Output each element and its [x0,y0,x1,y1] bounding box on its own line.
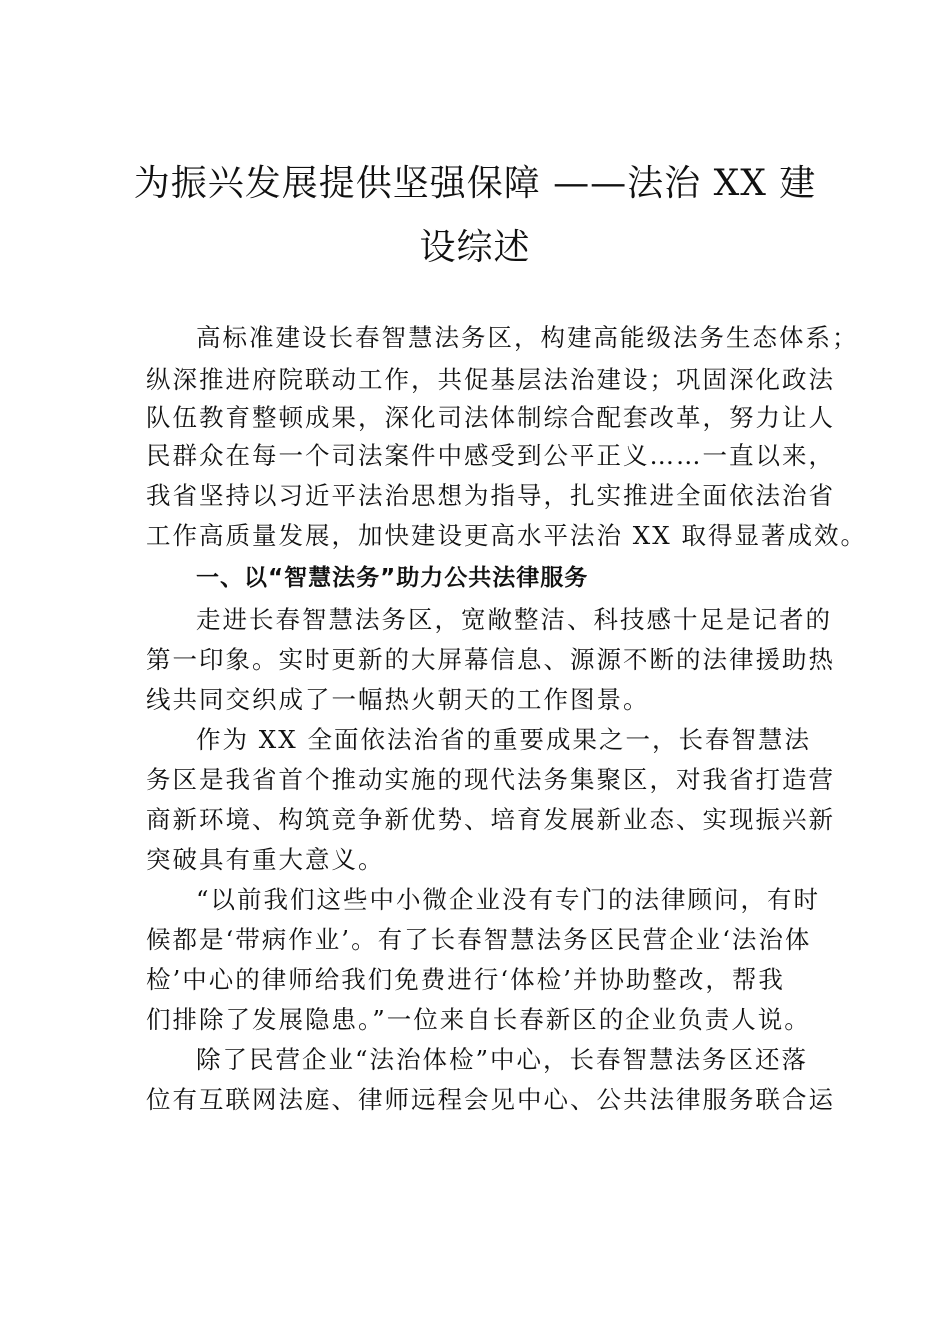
text-line: 除了民营企业“法治体检”中心，长春智慧法务区还落 [196,1045,809,1074]
text-line: 走进长春智慧法务区，宽敞整洁、科技感十足是记者的 [196,605,832,634]
text-line: 第一印象。实时更新的大屏幕信息、源源不断的法律援助热 [146,645,835,674]
document-title-line-1: 为振兴发展提供坚强保障 ——法治 XX 建 [133,163,817,204]
text-line: 务区是我省首个推动实施的现代法务集聚区，对我省打造营 [146,765,835,794]
text-line: 纵深推进府院联动工作，共促基层法治建设；巩固深化政法 [146,365,835,394]
text-line: 工作高质量发展，加快建设更高水平法治 XX 取得显著成效。 [146,521,867,550]
text-line: 民群众在每一个司法案件中感受到公平正义……一直以来， [146,441,835,470]
text-line: 突破具有重大意义。 [146,845,385,874]
text-line: 商新环境、构筑竞争新优势、培育发展新业态、实现振兴新 [146,805,835,834]
text-line: 高标准建设长春智慧法务区，构建高能级法务生态体系； [196,323,859,352]
text-line: 们排除了发展隐患。”一位来自长春新区的企业负责人说。 [146,1005,811,1034]
document-title-line-2: 设综述 [419,227,531,268]
text-line: “以前我们这些中小微企业没有专门的法律顾问，有时 [196,885,821,914]
text-line: 作为 XX 全面依法治省的重要成果之一，长春智慧法 [196,725,811,754]
text-line: 我省坚持以习近平法治思想为指导，扎实推进全面依法治省 [146,481,835,510]
text-line: 队伍教育整顿成果，深化司法体制综合配套改革，努力让人 [146,403,835,432]
text-line: 候都是‘带病作业’。有了长春智慧法务区民营企业‘法治体 [146,925,812,954]
section-heading: 一、以“智慧法务”助力公共法律服务 [196,565,589,591]
text-line: 检’中心的律师给我们免费进行‘体检’并协助整改，帮我 [146,965,785,994]
text-line: 位有互联网法庭、律师远程会见中心、公共法律服务联合运 [146,1085,835,1114]
text-line: 线共同交织成了一幅热火朝天的工作图景。 [146,685,650,714]
